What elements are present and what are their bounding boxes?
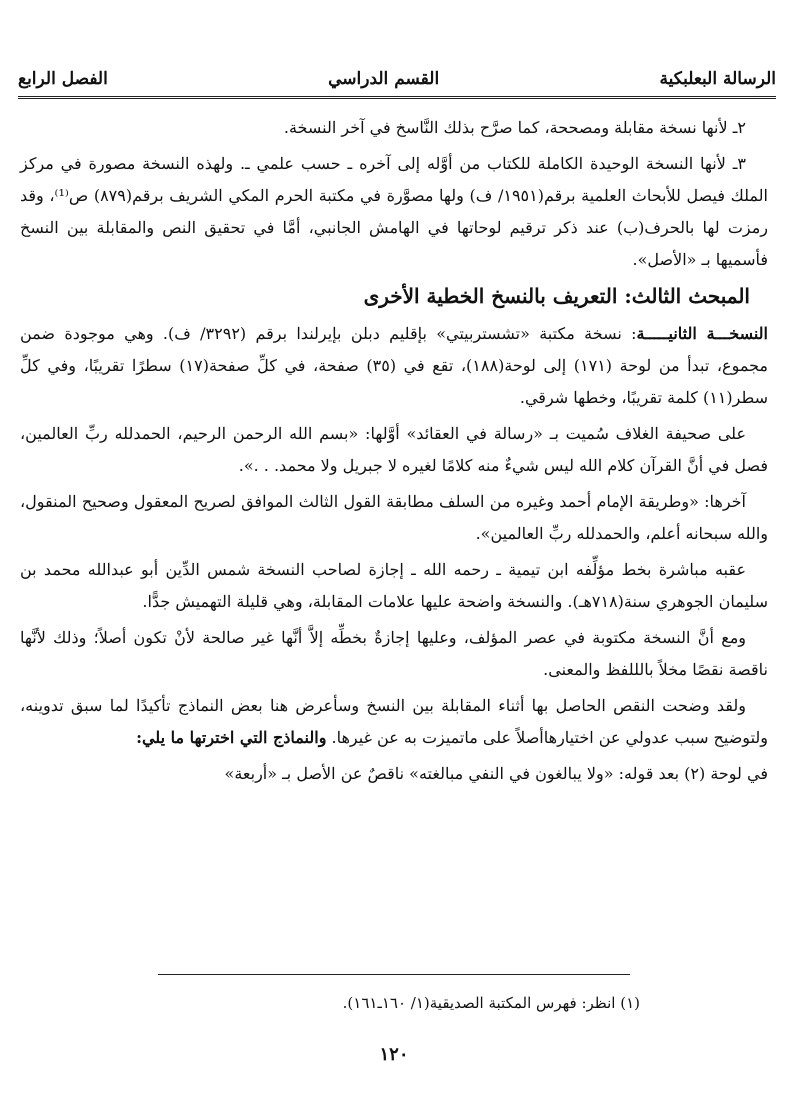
paragraph-second-copy <box>20 318 768 414</box>
second-copy-text: : نسخة مكتبة «تشستربيتي» بإقليم دبلن بإيرلندا برقم (٣٢٩٢/ ف). وهي موجودة ضمن مجموع، تبدأ من لوحة (١٧١) إلى لوحة(١٨٨)، تقع في (٣٥) صفحة، في كلِّ صفحة(١٧) سطرًا تقريبًا، وفي كلِّ سطر(١١) كلمة تقريبًا، وخطها شرقي. <box>20 324 769 407</box>
paragraph-ending: آخرها: «وطريقة الإمام أحمد وغيره من السلف مطابقة القول الثالث الموافق لصريح المعقول وصحيح المنقول، والله سبحانه أعلم، والحمدلله ربِّ العالمين». <box>20 492 768 543</box>
header-section-title: القسم الدراسي <box>328 69 440 89</box>
deficiency-text: ولقد وضحت النقص الحاصل بها أثناء المقابلة بين النسخ وسأعرض هنا بعض النماذج تأكيدًا لما سبق تدوينه، ولتوضيح سبب عدولي عن اختيارهاأصلاً على ماتميزت به عن غيرها. <box>20 696 768 747</box>
paragraph-example-1: في لوحة (٢) بعد قوله: «ولا يبالغون في النفي مبالغته» ناقصٌ عن الأصل بـ «أربعة» <box>224 764 768 783</box>
paragraph-reason-3: ٣ـ لأنها النسخة الوحيدة الكاملة للكتاب من أوَّله إلى آخره ـ حسب علمي ـ. ولهذه النسخة مصورة في مركز الملك فيصل للأبحاث العلمية برقم(١٩٥١/ ف) ولها مصوَّرة في مكتبة الحرم المكي الشريف برقم(٨٧٩) ص⁽¹⁾، وقد رمزت لها بالحرف(ب) عند ذكر ترقيم لوحاتها في الهامش الجانبي، أمَّا في تحقيق النص والمقابلة بين النسخ فأسميها بـ «الأصل». <box>20 154 769 269</box>
main-text <box>20 112 768 794</box>
running-header <box>18 62 776 99</box>
paragraph-reason-2: ٢ـ لأنها نسخة مقابلة ومصححة، كما صرَّح بذلك النَّاسخ في آخر النسخة. <box>283 118 746 137</box>
header-book-title: الرسالة البعلبكية <box>659 69 776 89</box>
paragraph-suitability: ومع أنَّ النسخة مكتوبة في عصر المؤلف، وعليها إجازةٌ بخطِّه إلاَّ أنَّها غير صالحة لأنْ تكون أصلاً؛ وذلك لأنَّها ناقصة نقصًا مخلاً بالللفظ والمعنى. <box>20 628 768 679</box>
footnote-divider <box>158 974 630 975</box>
header-chapter-title: الفصل الرابع <box>18 69 108 89</box>
section-heading: المبحث الثالث: التعريف بالنسخ الخطية الأخرى <box>363 284 750 308</box>
paragraph-license: عقبه مباشرة بخط مؤلِّفه ابن تيمية ـ رحمه الله ـ إجازة لصاحب النسخة شمس الدِّين أبو عبدالله محمد بن سليمان الجوهري سنة(٧١٨هـ). والنسخة واضحة عليها علامات المقابلة، وهي قليلة التهميش جدًّا. <box>20 560 768 611</box>
footnote: (١) انظر: فهرس المكتبة الصديقية(١/ ١٦٠ـ١٦١). <box>342 994 640 1012</box>
second-copy-label: النسخـــة الثانيـــــة <box>636 324 769 343</box>
examples-intro: والنماذج التي اخترتها ما يلي: <box>136 728 327 747</box>
page-number: ١٢٠ <box>379 1044 409 1065</box>
paragraph-deficiency <box>20 690 768 754</box>
paragraph-cover-page: على صحيفة الغلاف سُميت بـ «رسالة في العقائد» أوَّلها: «بسم الله الرحمن الرحيم، الحمدلله ربِّ العالمين، فصل في أنَّ القرآن كلام الله ليس شيءٌ منه كلامًا لغيره لا جبريل ولا محمد. . .». <box>20 424 768 475</box>
